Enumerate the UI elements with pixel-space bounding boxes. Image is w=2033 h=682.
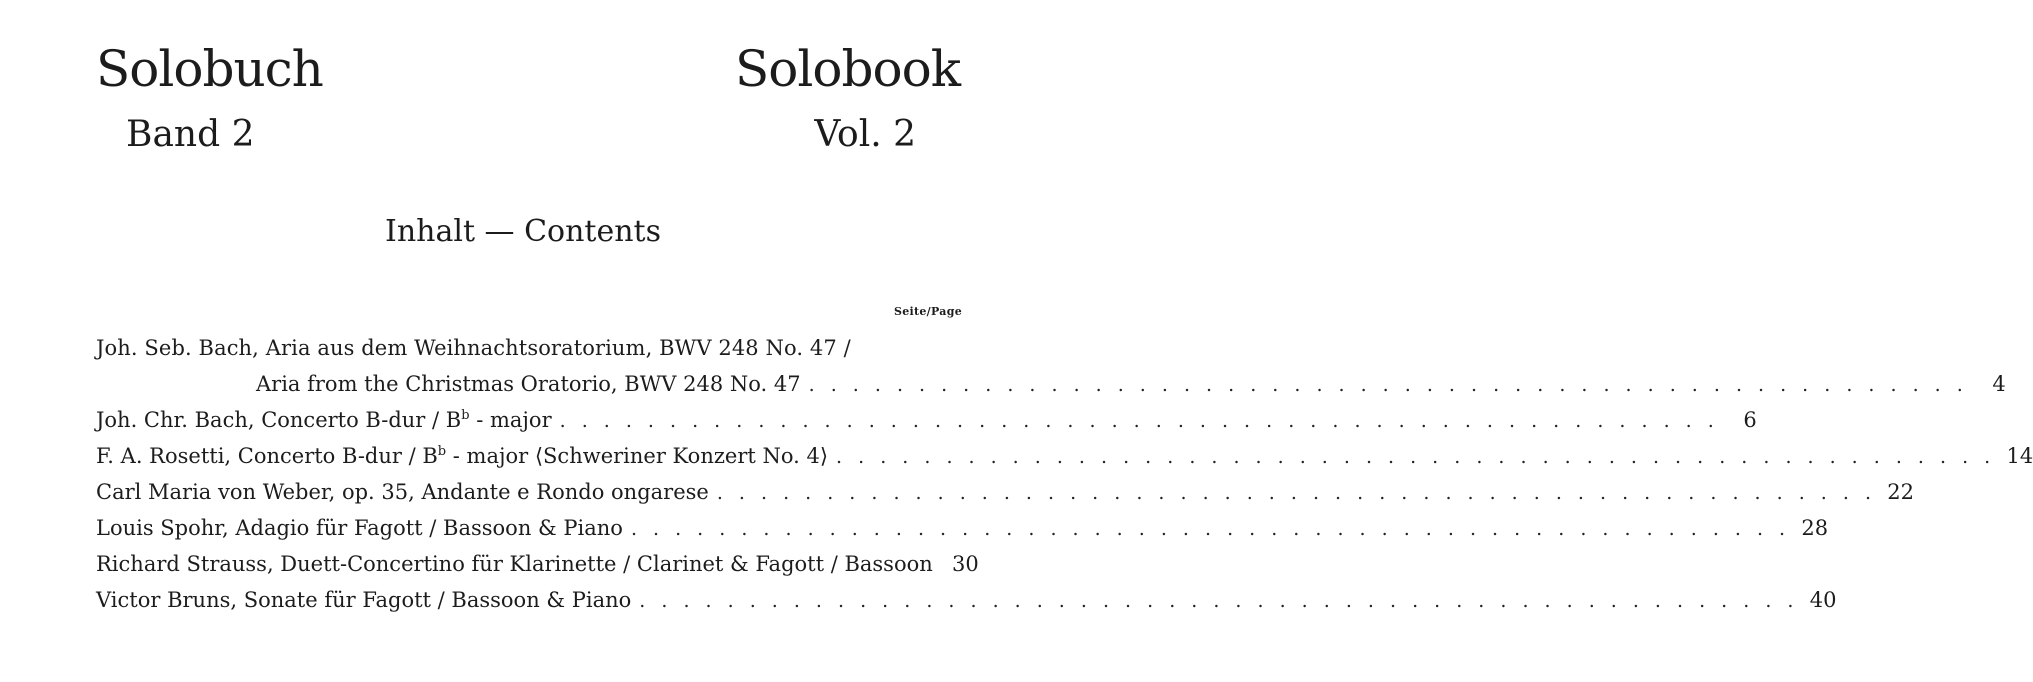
toc-entry-bach-aria-line2[interactable] xyxy=(96,366,2006,402)
toc-entry-bach-aria-line1[interactable] xyxy=(96,330,962,366)
flat-sign: b xyxy=(437,444,447,459)
dot-leader: . . . . . . . . . . . . . . . . . . . . . . . . . . . . . . . . . . . . . . . . . . . . . . . . . . . . . xyxy=(630,518,1791,540)
toc-entry-page: 28 xyxy=(1801,516,1829,540)
page-column-label: Seite/Page xyxy=(893,305,962,318)
toc-entry-title: Joh. Seb. Bach, Aria aus dem Weihnachtsoratorium, BWV 248 No. 47 / xyxy=(96,336,851,360)
toc-entry-jc-bach-concerto[interactable] xyxy=(96,402,1757,438)
toc-entry-page: 40 xyxy=(1809,588,1837,612)
toc-entry-title xyxy=(96,402,552,438)
toc-entry-page: 30 xyxy=(952,552,979,576)
volume-german: Band 2 xyxy=(126,114,255,155)
flat-sign: b xyxy=(461,408,470,423)
title-part: Joh. Chr. Bach, Concerto B-dur / B xyxy=(96,408,462,432)
toc-entry-title: Richard Strauss, Duett-Concertino für Klarinette / Clarinet & Fagott / Bassoon xyxy=(96,552,933,576)
toc-entry-title: Victor Bruns, Sonate für Fagott / Bassoon & Piano xyxy=(96,588,632,612)
toc-entry-page: 22 xyxy=(1887,480,1914,504)
title-part: - major ⟨Schweriner Konzert No. 4⟩ xyxy=(446,444,829,468)
toc-entry-title xyxy=(96,438,828,474)
toc-entry-weber-andante[interactable] xyxy=(96,474,1914,510)
toc-entry-rosetti-concerto[interactable] xyxy=(96,438,2033,474)
dot-leader: . . . . . . . . . . . . . . . . . . . . . . . . . . . . . . . . . . . . . . . . . . . . . . . . . . . . . xyxy=(639,590,1799,612)
toc-entry-page: 4 xyxy=(1992,372,2006,396)
toc-entry-strauss-concertino[interactable] xyxy=(96,546,979,582)
title-part: - major xyxy=(469,408,552,432)
toc-entry-page: 6 xyxy=(1743,408,1757,432)
dot-leader: . . . . . . . . . . . . . . . . . . . . . . . . . . . . . . . . . . . . . . . . . . . . . . . . . . . . . xyxy=(716,482,1876,504)
toc-entry-title: Carl Maria von Weber, op. 35, Andante e Rondo ongarese xyxy=(96,480,709,504)
toc-entry-spohr-adagio[interactable] xyxy=(96,510,1829,546)
dot-leader: . . . . . . . . . . . . . . . . . . . . . . . . . . . . . . . . . . . . . . . . . . . . . . . . . . . . . xyxy=(808,374,1968,396)
toc-entry-title: Aria from the Christmas Oratorio, BWV 248 No. 47 xyxy=(256,372,801,396)
dot-leader: . . . . . . . . . . . . . . . . . . . . . . . . . . . . . . . . . . . . . . . . . . . . . . . . . . . . . xyxy=(836,446,1996,468)
toc-entry-page: 14 xyxy=(2006,444,2033,468)
toc-entry-bruns-sonate[interactable] xyxy=(96,582,1837,618)
title-german: Solobuch xyxy=(96,40,323,98)
volume-english: Vol. 2 xyxy=(814,114,916,155)
title-part: F. A. Rosetti, Concerto B-dur / B xyxy=(96,444,438,468)
toc-entry-title: Louis Spohr, Adagio für Fagott / Bassoon & Piano xyxy=(96,516,623,540)
table-of-contents xyxy=(96,330,2033,618)
dot-leader: . . . . . . . . . . . . . . . . . . . . . . . . . . . . . . . . . . . . . . . . . . . . . . . . . . . . . xyxy=(559,410,1719,432)
title-english: Solobook xyxy=(735,40,960,98)
contents-heading: Inhalt — Contents xyxy=(384,214,662,249)
